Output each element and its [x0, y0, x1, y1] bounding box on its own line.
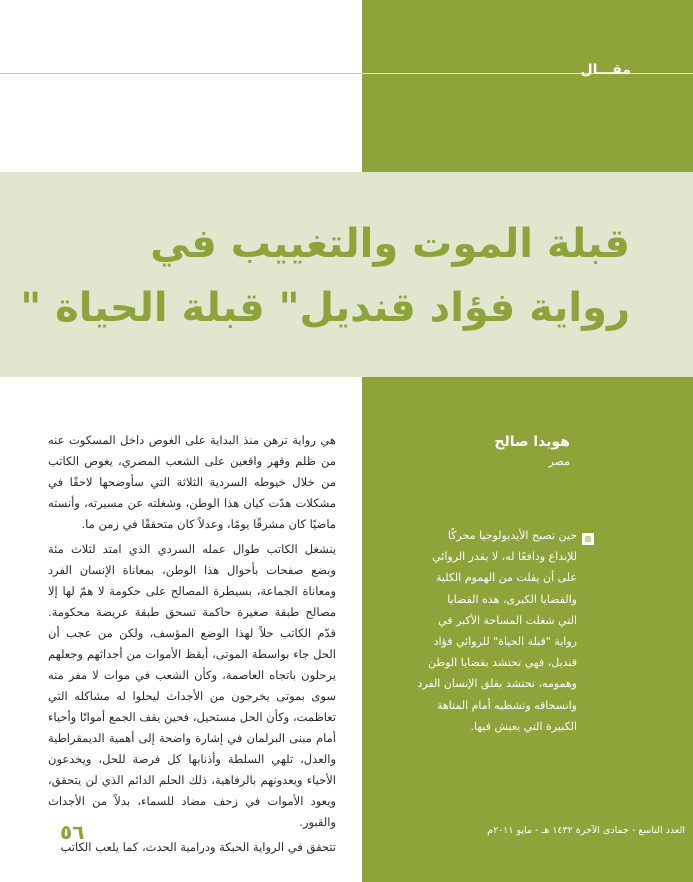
square-bullet-icon	[582, 533, 594, 545]
header-green-panel	[362, 0, 693, 172]
title-line-2: رواية فؤاد قنديل" قبلة الحياة "	[20, 285, 630, 331]
body-paragraph-3: تتحقق في الرواية الحبكة ودرامية الحدث، كما يلعب الكاتب	[60, 840, 336, 854]
pull-quote-line: والقضايا الكبرى، هذه القضايا	[447, 592, 577, 606]
issue-info: العدد التاسع - جمادى الآخرة ١٤٣٢ هـ - مايو ٢٠١١م	[487, 825, 685, 836]
pull-quote-line: وانسحاقه وتشظيه أمام المتاهة	[436, 698, 577, 712]
body-paragraph-2: ينشغل الكاتب طوال عمله السردي الذي امتد لثلاث مئة وبضع صفحات بأحوال هذا الوطن، بمعاناة الإنسان الفرد ومعاناة الجماعة، بسيطرة المصالح على حكومة لا همّ لها إلا مصالح طبقة صغيرة حاكمة تسحق طبقة عريضة محكومة. قدّم الكاتب حلاً لهذا الوضع المؤسف، ولكن من عجب أن الحل جاء بواسطة الموتى، أيقظ الأموات من أجداثهم وجعلهم يرحلون باتجاه العاصمة، وكأن الشعب في موات لا مفر منه سوى بموتى يخرجون من الأجداث ليحلوا له مشاكله التي تعاظمت، وكأن الحل مستحيل، فحين يقف الجمع أمواتًا وأحياء أمام مبنى البرلمان في إشارة واضحة إلى أهمية الديمقراطية والعدل، تلهي السلطة وأذنابها كل فرصة للحل، ويخدعون الأحياء ويعدونهم بالرفاهية، ذلك الحلم الدائم الذي لن يتحقق، ويعود الأموات في زحف مضاد للسماء، بدلاً من الأجداث والقبور.	[48, 542, 336, 829]
pull-quote-line: التي شغلت المساحة الأكبر في	[438, 613, 577, 627]
body-paragraph-1: هي رواية ترهن منذ البداية على الغوص داخل المسكوت عنه من ظلم وقهر واقعين على الشعب المصري، يغوص الكاتب من خلال خيوطه السردية الثلاثة التي سأوضحها لاحقًا في مشكلات هدّت كيان هذا الوطن، وشغلته عن مسيرته، وأنسته ماضيًا كان مشرقًا يومًا، وعدلاً كان متحققًا في زمن ما.	[48, 433, 336, 531]
page-number: ٥٦	[60, 820, 85, 844]
pull-quote-line: وهمومه، تحتشد بقلق الإنسان الفرد	[417, 677, 577, 691]
author-name: هويدا صالح	[494, 434, 570, 450]
header-rule-left	[0, 73, 362, 74]
pull-quote-line: للإبداع ودافعًا له، لا يقدر الروائي	[432, 550, 577, 564]
pull-quote-line: الكبيرة التي يعيش فيها.	[470, 719, 577, 733]
pull-quote-line: حين تصبح الأيديولوجيا محركًا	[447, 529, 577, 542]
author-country: مصر	[548, 455, 570, 468]
article-body	[48, 430, 336, 862]
article-title	[20, 212, 630, 340]
section-label: مقـــال	[580, 62, 631, 78]
title-line-1: قبلة الموت والتغييب في	[150, 221, 630, 267]
pull-quote-line: رواية "قبلة الحياة" للروائي فؤاد	[433, 635, 577, 649]
pull-quote-line: قنديل، فهي تحتشد بقضايا الوطن	[428, 656, 577, 670]
pull-quote-line: على أن يفلت من الهموم الكلية	[436, 571, 577, 585]
header-rule-right	[362, 73, 693, 74]
pull-quote	[380, 525, 577, 737]
